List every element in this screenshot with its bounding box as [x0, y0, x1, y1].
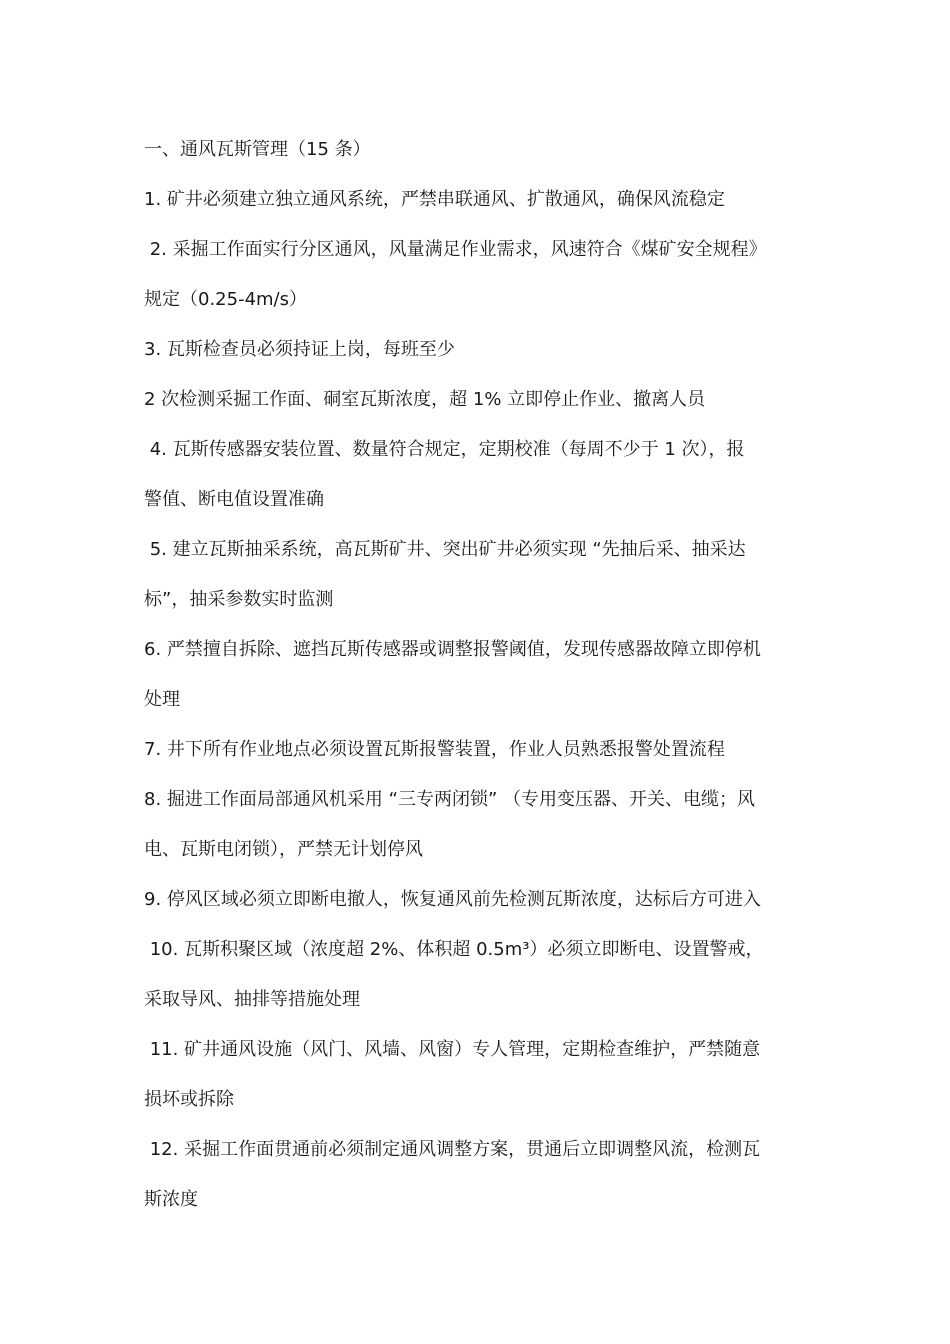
text-line-10: 6. 严禁擅自拆除、遮挡瓦斯传感器或调整报警阈值，发现传感器故障立即停机	[144, 639, 761, 660]
text-line-18: 11. 矿井通风设施（风门、风墙、风窗）专人管理，定期检查维护，严禁随意	[144, 1039, 761, 1060]
text-line-13: 8. 掘进工作面局部通风机采用 “三专两闭锁” （专用变压器、开关、电缆；风	[144, 789, 755, 810]
document-body	[144, 125, 814, 1225]
text-line-17: 采取导风、抽排等措施处理	[144, 989, 360, 1010]
text-line-16: 10. 瓦斯积聚区域（浓度超 2%、体积超 0.5m³）必须立即断电、设置警戒，	[144, 939, 764, 960]
text-line-9: 标”，抽采参数实时监测	[144, 589, 334, 610]
text-line-3: 规定（0.25-4m/s）	[144, 289, 308, 310]
text-line-21: 斯浓度	[144, 1189, 198, 1210]
text-line-12: 7. 井下所有作业地点必须设置瓦斯报警装置，作业人员熟悉报警处置流程	[144, 739, 725, 760]
text-line-11: 处理	[144, 689, 180, 710]
section-heading: 一、通风瓦斯管理（15 条）	[144, 139, 371, 160]
text-line-19: 损坏或拆除	[144, 1089, 234, 1110]
text-line-20: 12. 采掘工作面贯通前必须制定通风调整方案，贯通后立即调整风流，检测瓦	[144, 1139, 761, 1160]
text-line-15: 9. 停风区域必须立即断电撤人，恢复通风前先检测瓦斯浓度，达标后方可进入	[144, 889, 761, 910]
text-line-8: 5. 建立瓦斯抽采系统，高瓦斯矿井、突出矿井必须实现 “先抽后采、抽采达	[144, 539, 746, 560]
text-line-4: 3. 瓦斯检查员必须持证上岗，每班至少	[144, 339, 455, 360]
text-line-5: 2 次检测采掘工作面、硐室瓦斯浓度，超 1% 立即停止作业、撤离人员	[144, 389, 706, 410]
text-line-1: 1. 矿井必须建立独立通风系统，严禁串联通风、扩散通风，确保风流稳定	[144, 189, 725, 210]
text-line-2: 2. 采掘工作面实行分区通风，风量满足作业需求，风速符合《煤矿安全规程》	[144, 239, 767, 260]
text-line-7: 警值、断电值设置准确	[144, 489, 324, 510]
text-line-6: 4. 瓦斯传感器安装位置、数量符合规定，定期校准（每周不少于 1 次），报	[144, 439, 745, 460]
text-line-14: 电、瓦斯电闭锁），严禁无计划停风	[144, 839, 423, 860]
